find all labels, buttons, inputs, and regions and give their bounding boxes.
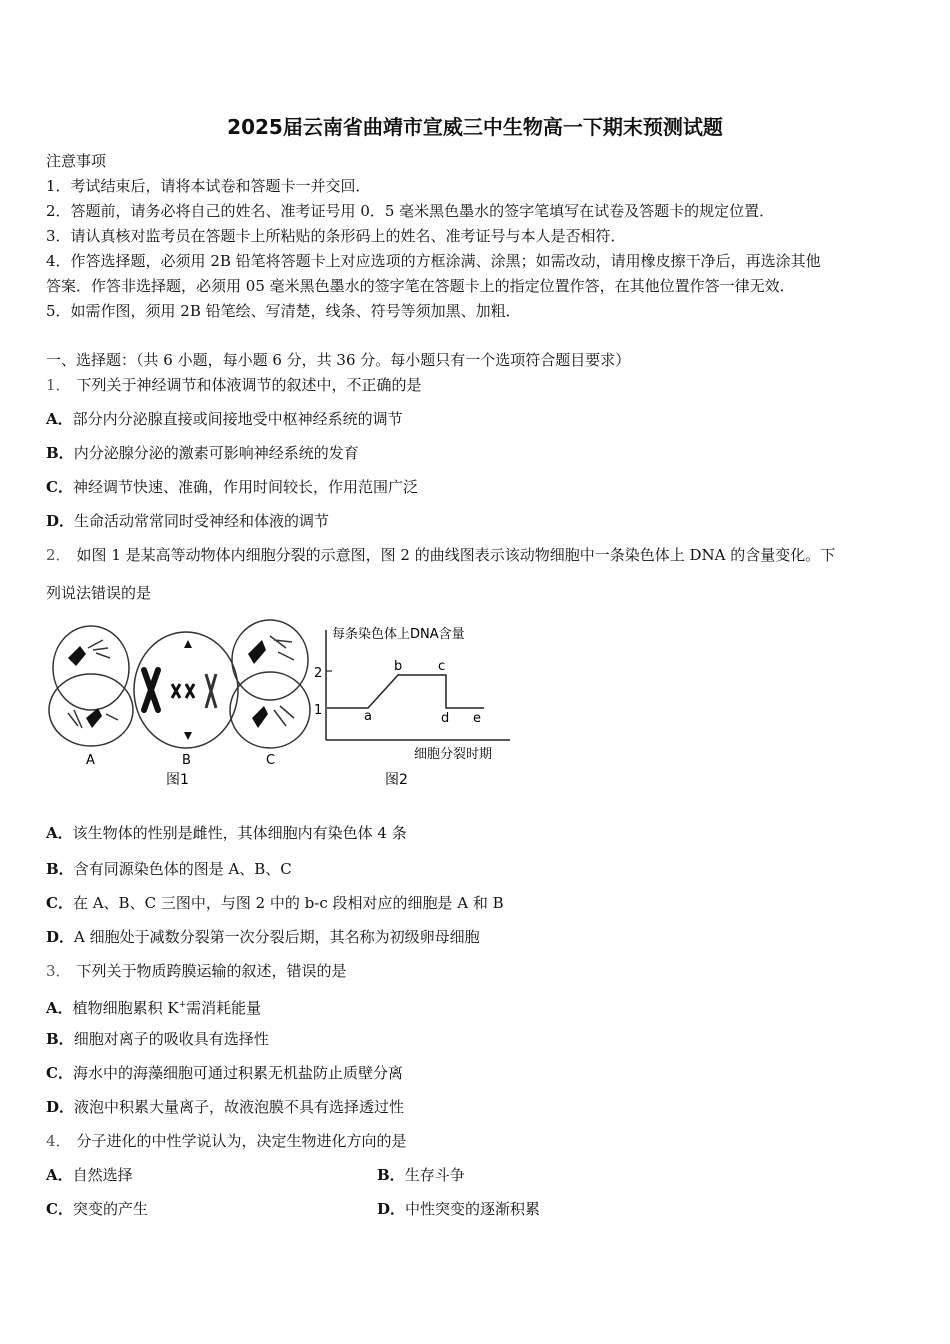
point-b: b: [394, 659, 403, 674]
notice-item: 3．请认真核对监考员在答题卡上所粘贴的条形码上的姓名、准考证号与本人是否相符．: [46, 227, 626, 245]
dna-curve: [327, 675, 484, 708]
notice-item: 4．作答选择题，必须用 2B 铅笔将答题卡上对应选项的方框涂满、涂黑；如需改动，请用橡皮擦干净后，再选涂其他: [46, 252, 821, 270]
notice-item: 5．如需作图，须用 2B 铅笔绘、写清楚，线条、符号等须加黑、加粗．: [46, 302, 521, 320]
y-axis-label: 每条染色体上DNA含量: [332, 627, 465, 642]
option-d: D．中性突变的逐渐积累: [377, 1200, 541, 1218]
point-d: d: [441, 711, 450, 726]
option-b: B．细胞对离子的吸收具有选择性: [46, 1030, 269, 1048]
cell-c-label: C: [266, 753, 276, 768]
notice-item: 1．考试结束后，请将本试卷和答题卡一并交回．: [46, 177, 371, 195]
cell-c-diagram: [230, 620, 310, 748]
notice-item: 答案．作答非选择题，必须用 05 毫米黑色墨水的签字笔在答题卡上的指定位置作答，在其他位置作答一律无效．: [46, 277, 795, 295]
option-a: A．自然选择: [46, 1166, 133, 1184]
question-2: [46, 545, 835, 565]
question-stem: 分子进化的中性学说认为，决定生物进化方向的是: [76, 1132, 407, 1150]
section-heading: 一、选择题：（共 6 小题，每小题 6 分，共 36 分。每小题只有一个选项符合题目要求）: [46, 351, 631, 369]
point-c: c: [438, 659, 446, 674]
option-d: D．液泡中积累大量离子，故液泡膜不具有选择透过性: [46, 1098, 405, 1116]
question-stem: 下列关于神经调节和体液调节的叙述中，不正确的是: [76, 376, 422, 394]
question-stem: 下列关于物质跨膜运输的叙述，错误的是: [76, 962, 347, 980]
question-number: 3．: [46, 962, 71, 980]
option-c: C．在 A、B、C 三图中，与图 2 中的 b-c 段相对应的细胞是 A 和 B: [46, 894, 504, 912]
point-e: e: [473, 711, 481, 726]
dna-content-graph: [326, 630, 510, 740]
notice-heading: 注意事项: [46, 152, 107, 170]
option-c: C．神经调节快速、准确，作用时间较长，作用范围广泛: [46, 478, 418, 496]
y-tick-2: 2: [314, 666, 323, 681]
question-stem: 如图 1 是某高等动物体内细胞分裂的示意图，图 2 的曲线图表示该动物细胞中一条染色体上 DNA 的含量变化。下: [76, 546, 836, 564]
fig1-caption: 图1: [166, 772, 189, 788]
option-a: A．该生物体的性别是雌性，其体细胞内有染色体 4 条: [46, 824, 407, 842]
cell-a-diagram: [49, 626, 133, 746]
cell-b-label: B: [182, 753, 191, 768]
question-stem-cont: 列说法错误的是: [46, 584, 152, 602]
notice-item: 2．答题前，请务必将自己的姓名、准考证号用 0．5 毫米黑色墨水的签字笔填写在试卷及答题卡的规定位置．: [46, 202, 775, 220]
option-c: C．海水中的海藻细胞可通过积累无机盐防止质壁分离: [46, 1064, 403, 1082]
point-a: a: [364, 709, 372, 724]
option-b: B．生存斗争: [377, 1166, 465, 1184]
option-a: A．植物细胞累积 K+需消耗能量: [46, 999, 262, 1017]
option-d: D．A 细胞处于减数分裂第一次分裂后期，其名称为初级卵母细胞: [46, 928, 480, 946]
question-3: [46, 961, 347, 981]
page-title: 2025届云南省曲靖市宣威三中生物高一下期末预测试题: [227, 115, 723, 139]
option-b: B．含有同源染色体的图是 A、B、C: [46, 860, 292, 878]
question-number: 1．: [46, 376, 71, 394]
option-d: D．生命活动常常同时受神经和体液的调节: [46, 512, 330, 530]
cell-b-diagram: [134, 632, 238, 748]
y-tick-1: 1: [314, 703, 323, 718]
question-number: 2．: [46, 546, 71, 564]
question-1: [46, 375, 422, 395]
cell-a-label: A: [86, 753, 95, 768]
option-b: B．内分泌腺分泌的激素可影响神经系统的发育: [46, 444, 359, 462]
question-4: [46, 1131, 407, 1151]
option-a: A．部分内分泌腺直接或间接地受中枢神经系统的调节: [46, 410, 403, 428]
cell-division-figure: [48, 618, 518, 794]
fig2-caption: 图2: [385, 772, 408, 788]
question-number: 4．: [46, 1132, 71, 1150]
x-axis-label: 细胞分裂时期: [414, 747, 493, 762]
option-c: C．突变的产生: [46, 1200, 148, 1218]
